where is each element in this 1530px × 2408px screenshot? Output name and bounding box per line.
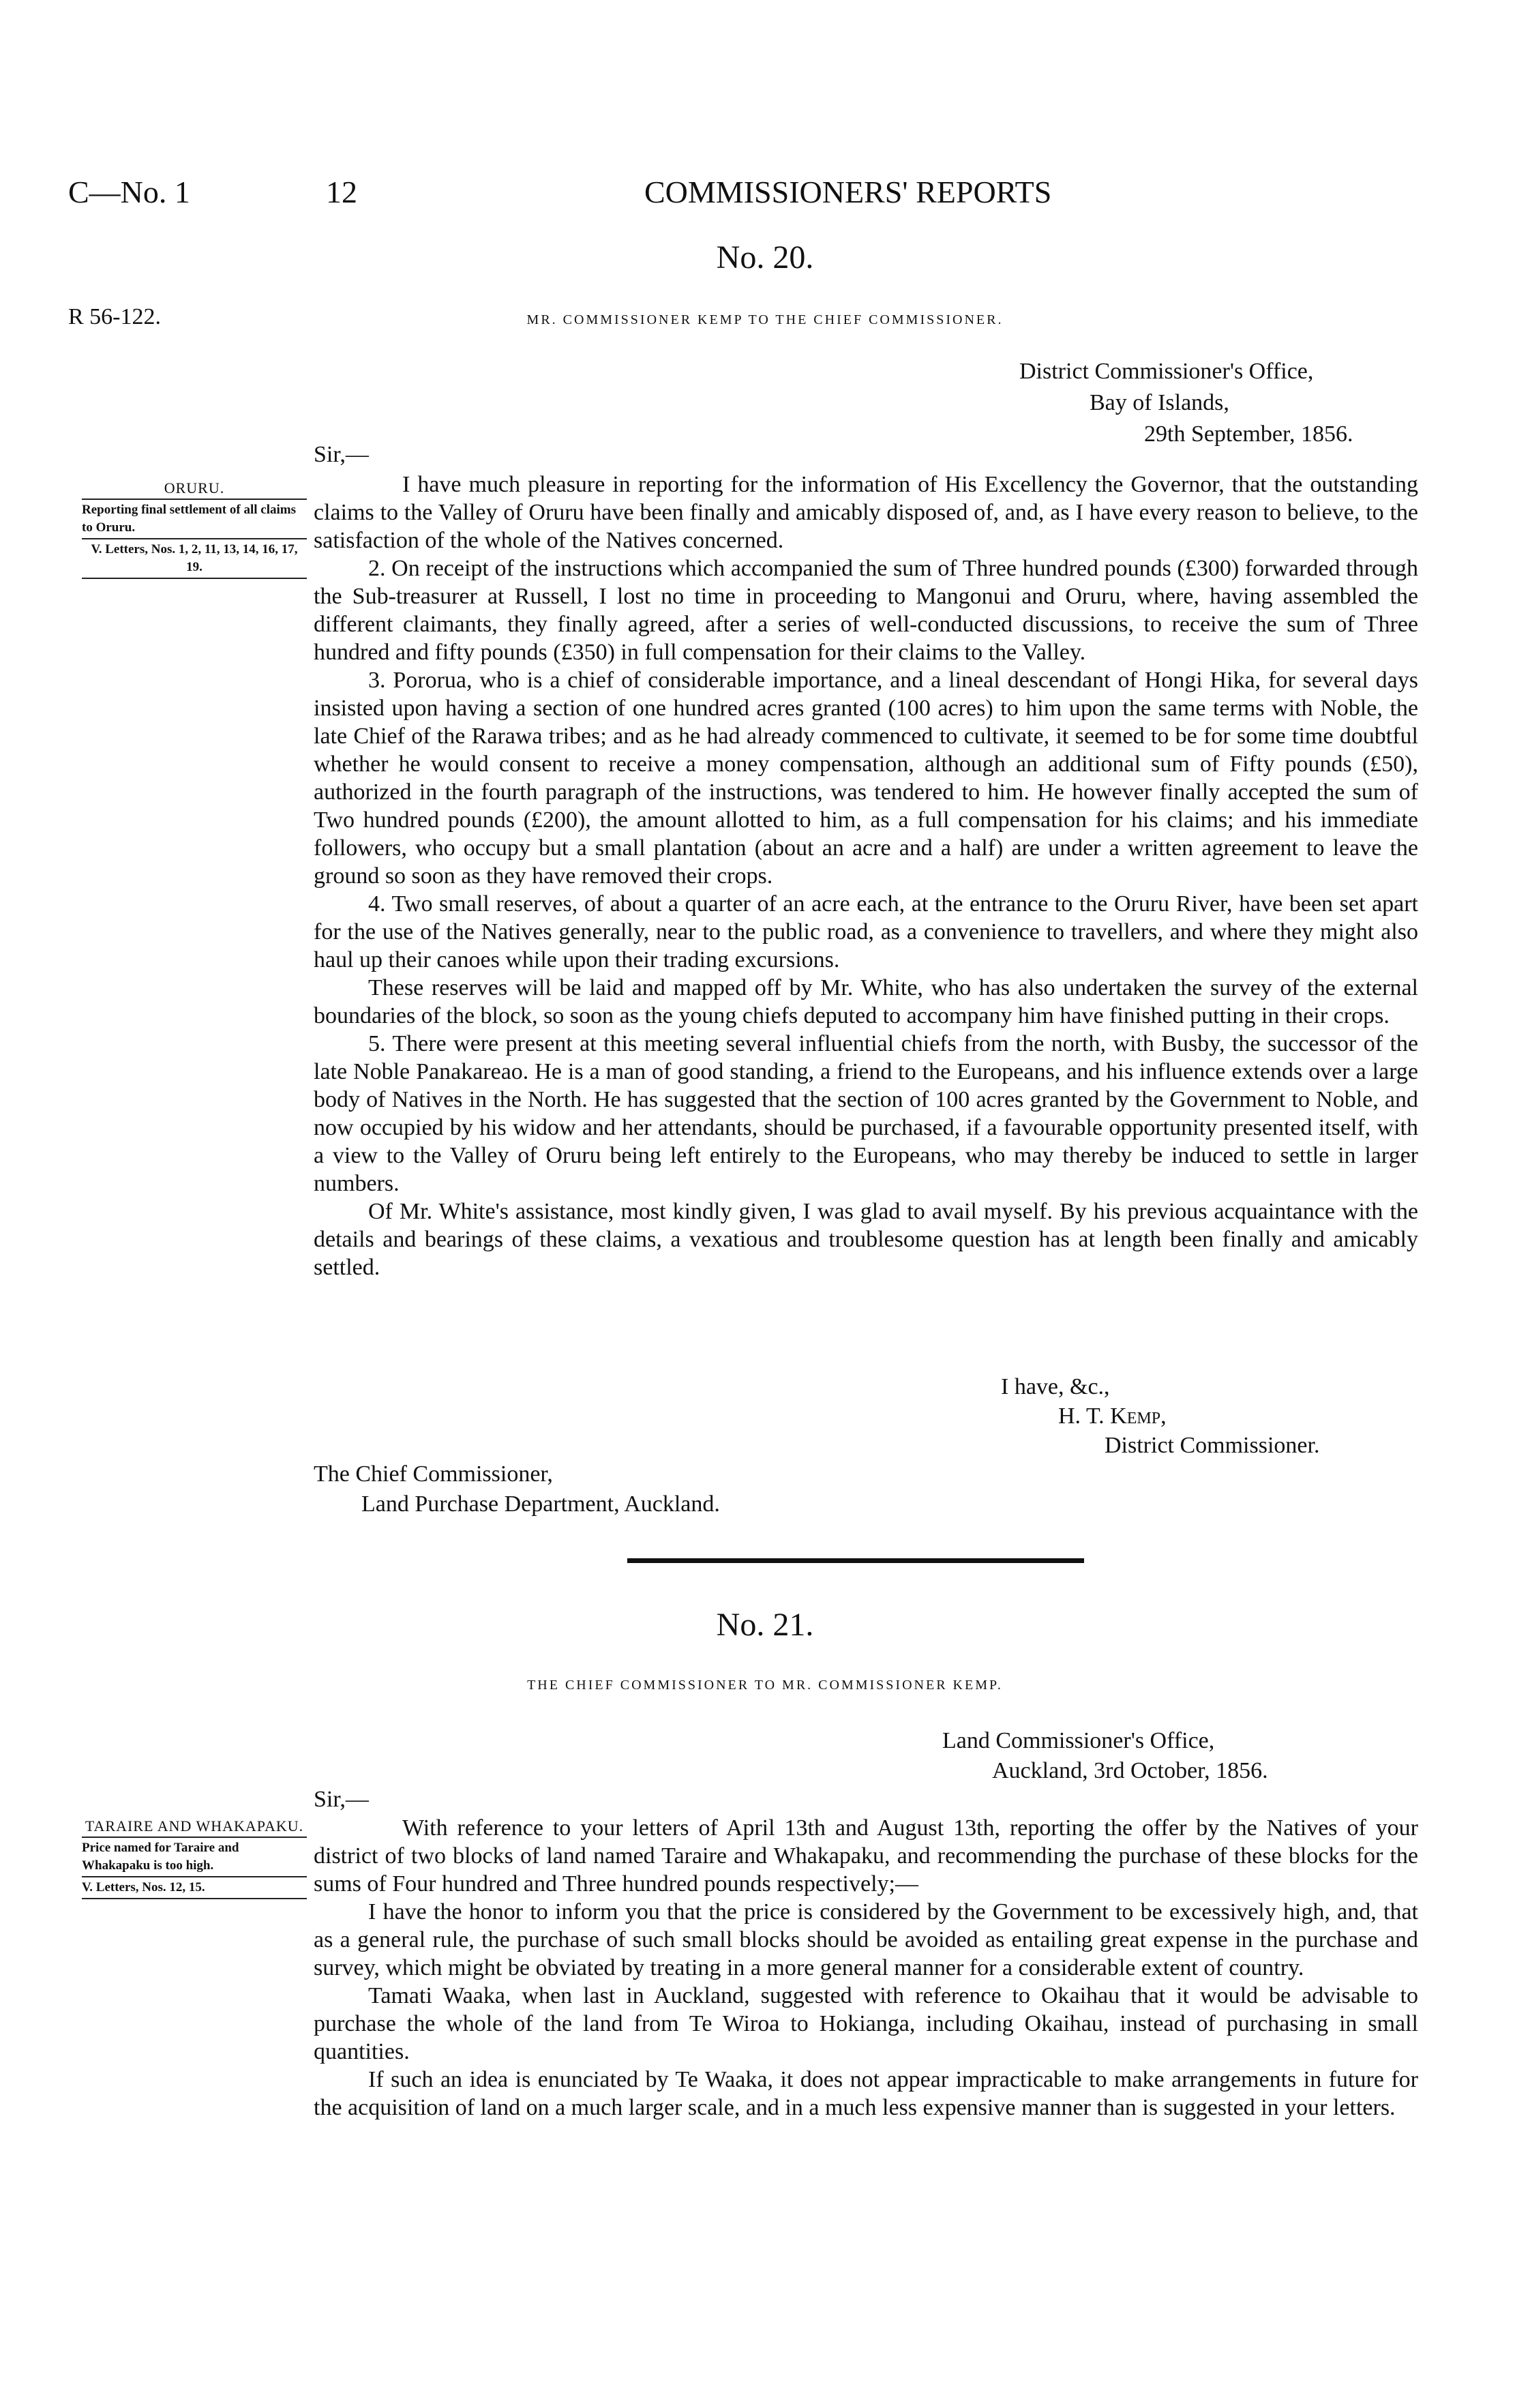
address-date: Auckland, 3rd October, 1856. <box>992 1758 1268 1783</box>
paragraph: I have much pleasure in reporting for the information of His Excellency the Governor, that the outstanding claims to the Valley of Oruru have been finally and amicably disposed of, and, as I have every reason to believe, to the satisfaction of the whole of the Natives concerned. <box>314 472 1418 553</box>
paragraph: With reference to your letters of April 13th and August 13th, reporting the offer by the Natives of your district of two blocks of land named Taraire and Whakapaku, and recommending the purchase of these blocks for the sums of Four hundred and Three hundred pounds respectively;— <box>314 1815 1418 1897</box>
recipient-line-1: The Chief Commissioner, <box>314 1461 553 1487</box>
margin-note-reference: V. Letters, Nos. 12, 15. <box>82 1880 205 1894</box>
salutation: Sir,— <box>314 1787 369 1812</box>
margin-note <box>82 479 307 580</box>
page-number: 12 <box>326 175 357 209</box>
section-divider <box>627 1558 1084 1563</box>
address-line-1: Land Commissioner's Office, <box>942 1728 1215 1753</box>
signature-title: District Commissioner. <box>1105 1433 1320 1458</box>
section-title: COMMISSIONERS' REPORTS <box>644 175 1052 209</box>
margin-note <box>82 1817 307 1901</box>
paragraph: 4. Two small reserves, of about a quarter of an acre each, at the entrance to the Oruru River, have been set apart for the use of the Natives generally, near to the public road, as a convenience to travellers, and where they might also haul up their canoes while upon their trading excursions. <box>314 891 1418 972</box>
address-date: 29th September, 1856. <box>1144 421 1353 447</box>
letter-title: MR. COMMISSIONER KEMP TO THE CHIEF COMMISSIONER. <box>526 312 1004 327</box>
letter-body <box>314 1814 1418 2122</box>
margin-note-place: TARAIRE AND WHAKAPAKU. <box>85 1817 304 1834</box>
paragraph: 3. Pororua, who is a chief of considerable importance, and a lineal descendant of Hongi Hika, for several days insisted upon having a section of one hundred acres granted (100 acres) to him upon the same terms with Noble, the late Chief of the Rarawa tribes; and as he had already commenced to cultivate, it seemed to be for some time doubtful whether he would consent to receive a money compensation, although an additional sum of Fifty pounds (£50), authorized in the fourth paragraph of the instructions, was tendered to him. He however finally accepted the sum of Two hundred pounds (£200), the amount allotted to him, as a full compensation for his claims; and his immediate followers, who occupy but a small plantation (about an acre and a half) are under a written agreement to leave the ground so soon as they have removed their crops. <box>314 668 1418 889</box>
letter-title: THE CHIEF COMMISSIONER TO MR. COMMISSIONER KEMP. <box>527 1678 1003 1693</box>
paragraph: These reserves will be laid and mapped off by Mr. White, who has also undertaken the survey of the external boundaries of the block, so soon as the young chiefs deputed to accompany him have finished putting in their crops. <box>314 975 1418 1028</box>
doc-reference: C—No. 1 <box>68 175 190 209</box>
recipient-line-2: Land Purchase Department, Auckland. <box>361 1491 720 1517</box>
margin-note-summary: Price named for Taraire and Whakapaku is too high. <box>82 1841 239 1873</box>
paragraph: If such an idea is enunciated by Te Waaka, it does not appear impracticable to make arrangements in future for the acquisition of land on a much larger scale, and in a much less expensive manner than is suggested in your letters. <box>314 2067 1418 2120</box>
paragraph: Of Mr. White's assistance, most kindly given, I was glad to avail myself. By his previous acquaintance with the details and bearings of these claims, a vexatious and troublesome question has at length been finally and amicably settled. <box>314 1199 1418 1280</box>
address-line-2: Bay of Islands, <box>1090 390 1229 415</box>
paragraph: I have the honor to inform you that the price is considered by the Government to be excessively high, and, that as a general rule, the purchase of such small blocks should be avoided as entailing great expense in the purchase and survey, which might be obviated by treating in a more general manner for a considerable extent of country. <box>314 1899 1418 1980</box>
paragraph: 5. There were present at this meeting several influential chiefs from the north, with Busby, the successor of the late Noble Panakareao. He is a man of good standing, a friend to the Europeans, and his influence extends over a large body of Natives in the North. He has suggested that the section of 100 acres granted by the Government to Noble, and now occupied by his widow and her attendants, should be purchased, if a favourable opportunity presented itself, with a view to the Valley of Oruru being left entirely to the Europeans, who may thereby be induced to settle in larger numbers. <box>314 1031 1418 1196</box>
closing: I have, &c., <box>1001 1374 1110 1399</box>
margin-note-place: ORURU. <box>164 479 225 496</box>
salutation: Sir,— <box>314 442 369 467</box>
margin-note-reference: V. Letters, Nos. 1, 2, 11, 13, 14, 16, 17, 19. <box>91 542 298 574</box>
paragraph: Tamati Waaka, when last in Auckland, suggested with reference to Okaihau that it would be advisable to purchase the whole of the land from Te Wiroa to Hokianga, including Okaihau, instead of purchasing in small quantities. <box>314 1983 1418 2064</box>
paragraph: 2. On receipt of the instructions which accompanied the sum of Three hundred pounds (£300) forwarded through the Sub-treasurer at Russell, I lost no time in proceeding to Mangonui and Oruru, where, having assembled the different claimants, they finally agreed, after a series of well-conducted discussions, to receive the sum of Three hundred and fifty pounds (£350) in full compensation for their claims to the Valley. <box>314 556 1418 665</box>
letter-body <box>314 471 1418 1281</box>
letter-number: No. 21. <box>716 1607 814 1643</box>
address-line-1: District Commissioner's Office, <box>1019 359 1314 384</box>
letter-number: No. 20. <box>716 239 814 276</box>
signature: H. T. Kemp, <box>1058 1403 1167 1429</box>
margin-note-summary: Reporting final settlement of all claims to Oruru. <box>82 503 296 535</box>
file-reference: R 56-122. <box>68 304 161 329</box>
